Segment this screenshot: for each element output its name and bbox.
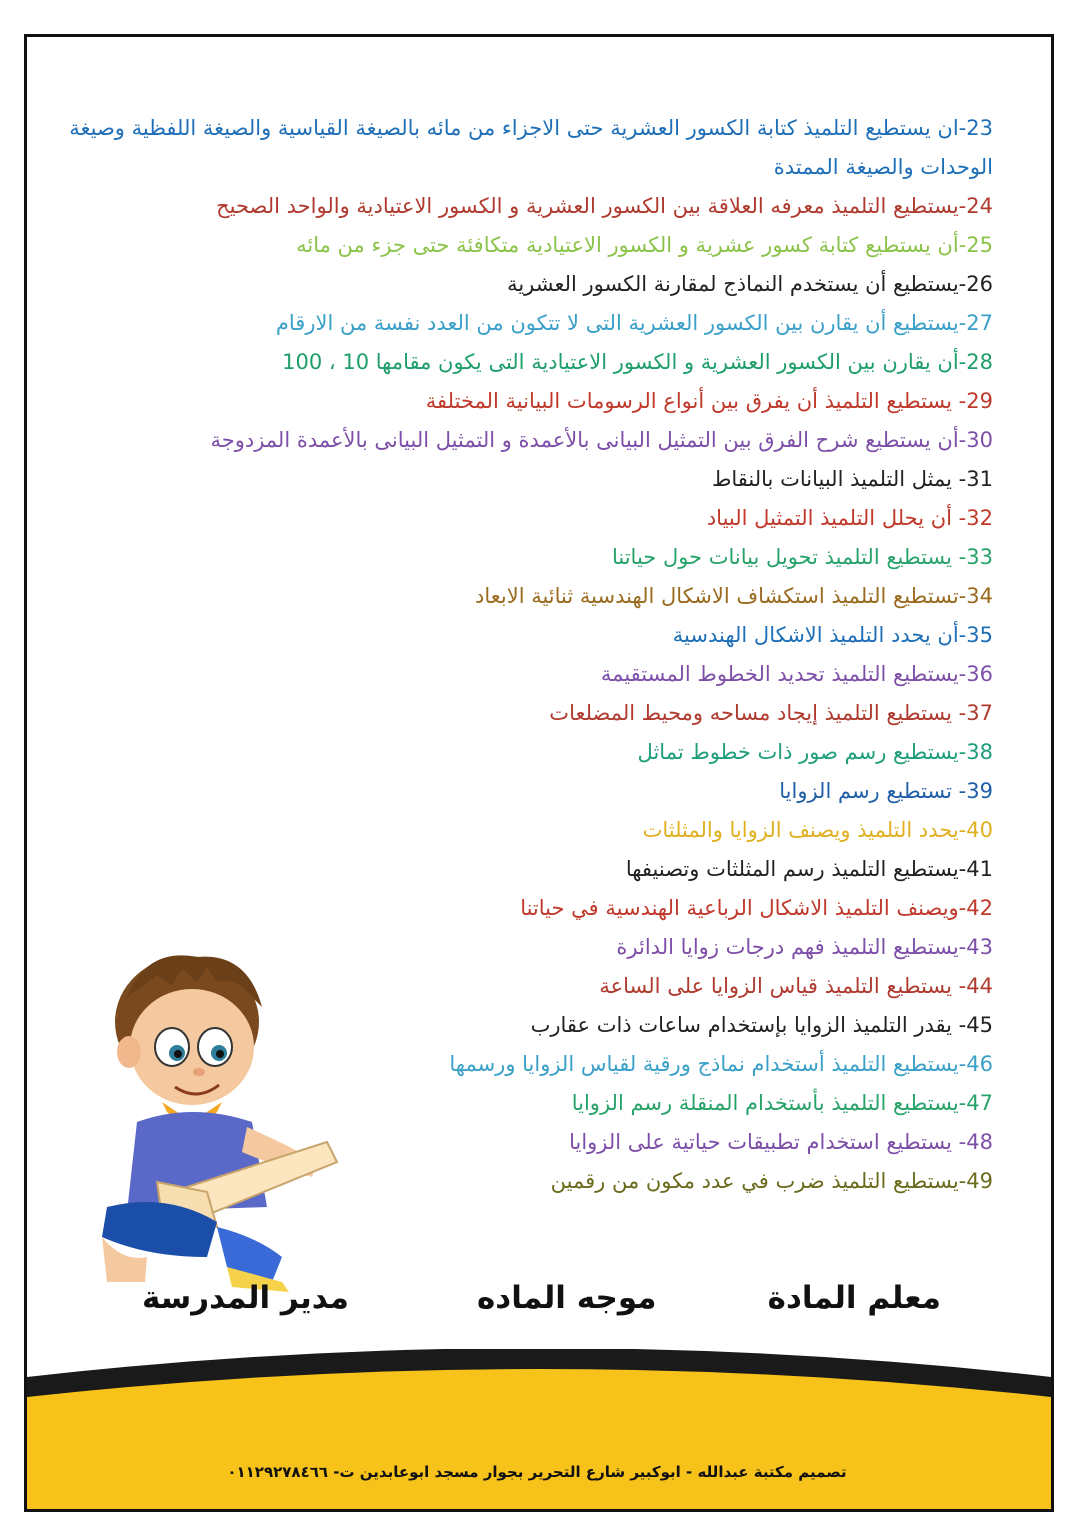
signatures-row [27, 1280, 1051, 1340]
objective-item: 46-يستطيع التلميذ أستخدام نماذج ورقية لقياس الزوايا ورسمها [449, 1052, 993, 1076]
page-frame [24, 34, 1054, 1512]
objective-item: 31- يمثل التلميذ البيانات بالنقاط [711, 467, 993, 491]
teacher-signature-label: معلم المادة [767, 1280, 941, 1316]
objective-item: 44- يستطيع التلميذ قياس الزوايا على الساعة [599, 974, 993, 998]
footer-band [27, 1349, 1051, 1509]
principal-signature-label: مدير المدرسة [142, 1280, 349, 1316]
boy-reading-illustration [67, 937, 347, 1297]
objective-item: 45- يقدر التلميذ الزوايا بإستخدام ساعات ذات عقارب [530, 1013, 993, 1037]
objective-item: 40-يحدد التلميذ ويصنف الزوايا والمثلثات [642, 818, 993, 842]
objective-item: 35-أن يحدد التلميذ الاشكال الهندسية [672, 623, 993, 647]
objective-item: 48- يستطيع استخدام تطبيقات حياتية على الزوايا [569, 1130, 993, 1154]
objective-item: 33- يستطيع التلميذ تحويل بيانات حول حياتنا [611, 545, 993, 569]
objective-item: 27-يستطيع أن يقارن بين الكسور العشرية التى لا تتكون من العدد نفسة من الارقام [275, 311, 993, 335]
footer-credit: تصميم مكتبة عبدالله - ابوكبير شارع التحرير بجوار مسجد ابوعابدين ت- ٠١١٢٩٢٧٨٤٦٦ [227, 1463, 847, 1481]
objective-item: 38-يستطيع رسم صور ذات خطوط تماثل [637, 740, 993, 764]
objective-item: 34-تستطيع التلميذ استكشاف الاشكال الهندسية ثنائية الابعاد [475, 584, 993, 608]
objective-item: 39- تستطيع رسم الزوايا [779, 779, 993, 803]
objective-item: 47-يستطيع التلميذ بأستخدام المنقلة رسم الزوايا [571, 1091, 993, 1115]
objective-item: 25-أن يستطيع كتابة كسور عشرية و الكسور الاعتيادية متكافئة حتى جزء من مائه [296, 233, 993, 257]
objective-item: 26-يستطيع أن يستخدم النماذج لمقارنة الكسور العشرية [507, 272, 993, 296]
objective-item: 29- يستطيع التلميذ أن يفرق بين أنواع الرسومات البيانية المختلفة [425, 389, 993, 413]
supervisor-signature-label: موجه الماده [477, 1280, 657, 1316]
objective-item: 32- أن يحلل التلميذ التمثيل البياد [706, 506, 993, 530]
objective-item: 41-يستطيع التلميذ رسم المثلثات وتصنيفها [625, 857, 993, 881]
objective-item: 24-يستطيع التلميذ معرفه العلاقة بين الكسور العشرية و الكسور الاعتيادية والواحد الصحيح [216, 194, 993, 218]
objective-item: 43-يستطيع التلميذ فهم درجات زوايا الدائرة [616, 935, 993, 959]
objective-item: 28-أن يقارن بين الكسور العشرية و الكسور الاعتيادية التى يكون مقامها 10 ، 100 [282, 350, 993, 374]
objective-item: 42-ويصنف التلميذ الاشكال الرباعية الهندسية في حياتنا [520, 896, 993, 920]
objective-item: 30-أن يستطيع شرح الفرق بين التمثيل البيانى بالأعمدة و التمثيل البيانى بالأعمدة المزدوجة [210, 428, 993, 452]
objective-item: 36-يستطيع التلميذ تحديد الخطوط المستقيمة [600, 662, 993, 686]
objective-item: 23-ان يستطيع التلميذ كتابة الكسور العشرية حتى الاجزاء من مائه بالصيغة القياسية والصيغة اللفظية وصيغة الوحدات والصيغة الممتدة [69, 116, 993, 179]
objective-item: 49-يستطيع التلميذ ضرب في عدد مكون من رقمين [550, 1169, 993, 1193]
objective-item: 37- يستطيع التلميذ إيجاد مساحه ومحيط المضلعات [549, 701, 993, 725]
